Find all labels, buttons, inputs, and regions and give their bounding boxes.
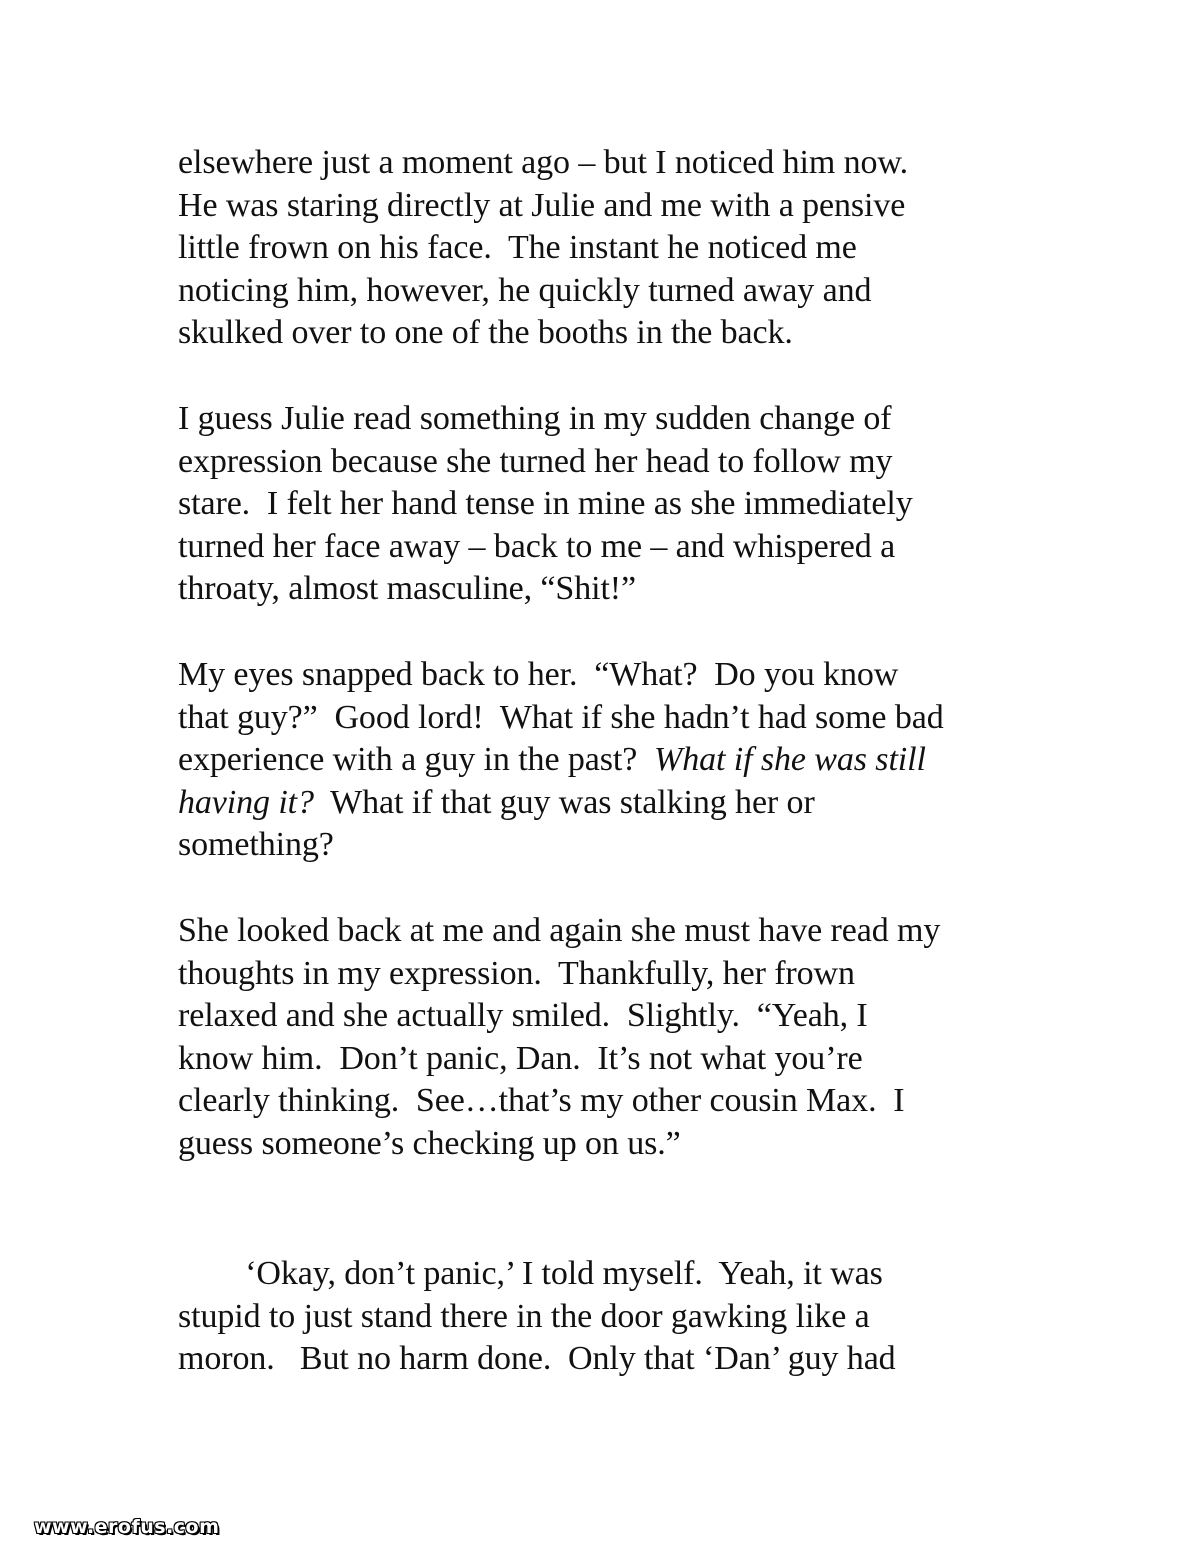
text-line: stare. I felt her hand tense in mine as she immediately: [178, 485, 913, 523]
text-line: clearly thinking. See…that’s my other cousin Max. I: [178, 1082, 905, 1120]
text-line: know him. Don’t panic, Dan. It’s not what you’re: [178, 1039, 863, 1077]
text-line: My eyes snapped back to her. “What? Do you know: [178, 656, 899, 693]
text-line: turned her face away – back to me – and whispered a: [178, 527, 896, 565]
text-line: He was staring directly at Julie and me with a pensive: [178, 186, 906, 224]
text-line: ‘Okay, don’t panic,’ I told myself. Yeah, it was: [178, 1255, 883, 1292]
paragraph-1: [178, 142, 1058, 355]
text-line: that guy?” Good lord! What if she hadn’t had some bad: [178, 698, 944, 736]
text-line: relaxed and she actually smiled. Slightly. “Yeah, I: [178, 997, 868, 1035]
text-line: guess someone’s checking up on us.”: [178, 1124, 681, 1162]
text-line: stupid to just stand there in the door gawking like a: [178, 1297, 870, 1335]
text-line: skulked over to one of the booths in the back.: [178, 314, 793, 352]
text-line: something?: [178, 826, 334, 864]
text-run: What if that guy was stalking her or: [313, 783, 815, 821]
text-line-mixed: [178, 739, 1058, 782]
text-line: little frown on his face. The instant he noticed me: [178, 229, 857, 267]
watermark-text: www.erofus.com: [34, 1516, 220, 1538]
text-run: experience with a guy in the past?: [178, 741, 655, 779]
text-line: I guess Julie read something in my sudden change of: [178, 400, 892, 437]
text-line: She looked back at me and again she must have read my: [178, 912, 941, 949]
text-line: moron. But no harm done. Only that ‘Dan’ guy had: [178, 1340, 896, 1378]
text-line: throaty, almost masculine, “Shit!”: [178, 570, 637, 608]
text-line: noticing him, however, he quickly turned away and: [178, 271, 872, 309]
text-line-mixed: [178, 782, 1058, 825]
italic-text-run: What if she was still: [654, 741, 926, 779]
text-line: thoughts in my expression. Thankfully, her frown: [178, 954, 855, 992]
text-line: expression because she turned her head to follow my: [178, 442, 893, 480]
paragraph-2: [178, 398, 1058, 611]
paragraph-3: [178, 654, 1058, 867]
text-line: elsewhere just a moment ago – but I noticed him now.: [178, 144, 909, 181]
paragraph-4: [178, 910, 1058, 1166]
paragraph-5: [178, 1253, 1058, 1381]
italic-text-run: having it?: [178, 783, 314, 821]
